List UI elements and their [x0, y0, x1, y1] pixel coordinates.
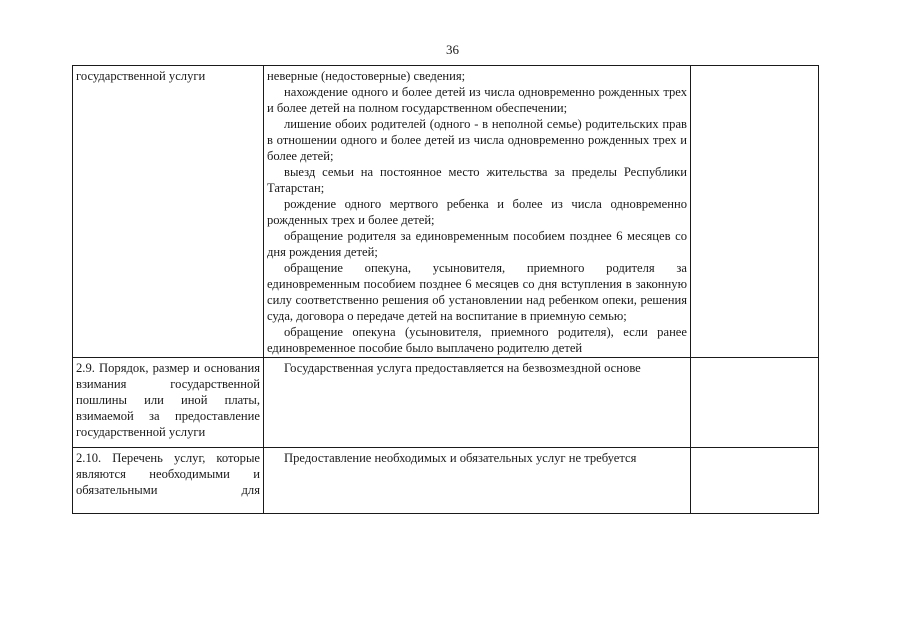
content-paragraph: Государственная услуга предоставляется на безвозмездной основе	[284, 361, 641, 375]
content-paragraph: Предоставление необходимых и обязательных услуг не требуется	[284, 451, 637, 465]
table-row	[73, 358, 819, 448]
row-label-cell	[73, 358, 264, 448]
content-paragraph: лишение обоих родителей (одного - в неполной семье) родительских прав в отношении одного и более детей из числа одновременно рожденных трех и более детей;	[267, 117, 687, 163]
page-number: 36	[446, 42, 459, 57]
row-note-cell	[691, 448, 819, 514]
row-content-cell	[264, 66, 691, 358]
table-row	[73, 66, 819, 358]
row-note-cell	[691, 66, 819, 358]
content-paragraph: обращение родителя за единовременным пособием позднее 6 месяцев со дня рождения детей;	[267, 229, 687, 259]
content-paragraph: неверные (недостоверные) сведения;	[267, 69, 466, 83]
services-table	[72, 65, 819, 514]
row-label-cell	[73, 448, 264, 514]
row-note-cell	[691, 358, 819, 448]
row-content-cell	[264, 448, 691, 514]
row-content-cell	[264, 358, 691, 448]
content-paragraph: рождение одного мертвого ребенка и более из числа одновременно рожденных трех и более детей;	[267, 197, 687, 227]
row-label: 2.10. Перечень услуг, которые являются необходимыми и обязательными для	[76, 451, 260, 497]
table-row	[73, 448, 819, 514]
content-paragraph: выезд семьи на постоянное место жительства за пределы Республики Татарстан;	[267, 165, 687, 195]
content-paragraph: обращение опекуна, усыновителя, приемного родителя за единовременным пособием позднее 6 месяцев со дня вступления в законную силу соответственно решения об установлении над ребенком опеки, решения суда, договора о передаче детей на воспитание в приемную семью;	[267, 261, 687, 323]
row-label-cell	[73, 66, 264, 358]
row-label: государственной услуги	[76, 69, 206, 83]
content-paragraph: нахождение одного и более детей из числа одновременно рожденных трех и более детей на полном государственном обеспечении;	[267, 85, 687, 115]
content-paragraph: обращение опекуна (усыновителя, приемного родителя), если ранее единовременное пособие было выплачено родителю детей	[267, 325, 687, 355]
row-label: 2.9. Порядок, размер и основания взимания государственной пошлины или иной платы, взимаемой за предоставление государственной услуги	[76, 361, 260, 439]
